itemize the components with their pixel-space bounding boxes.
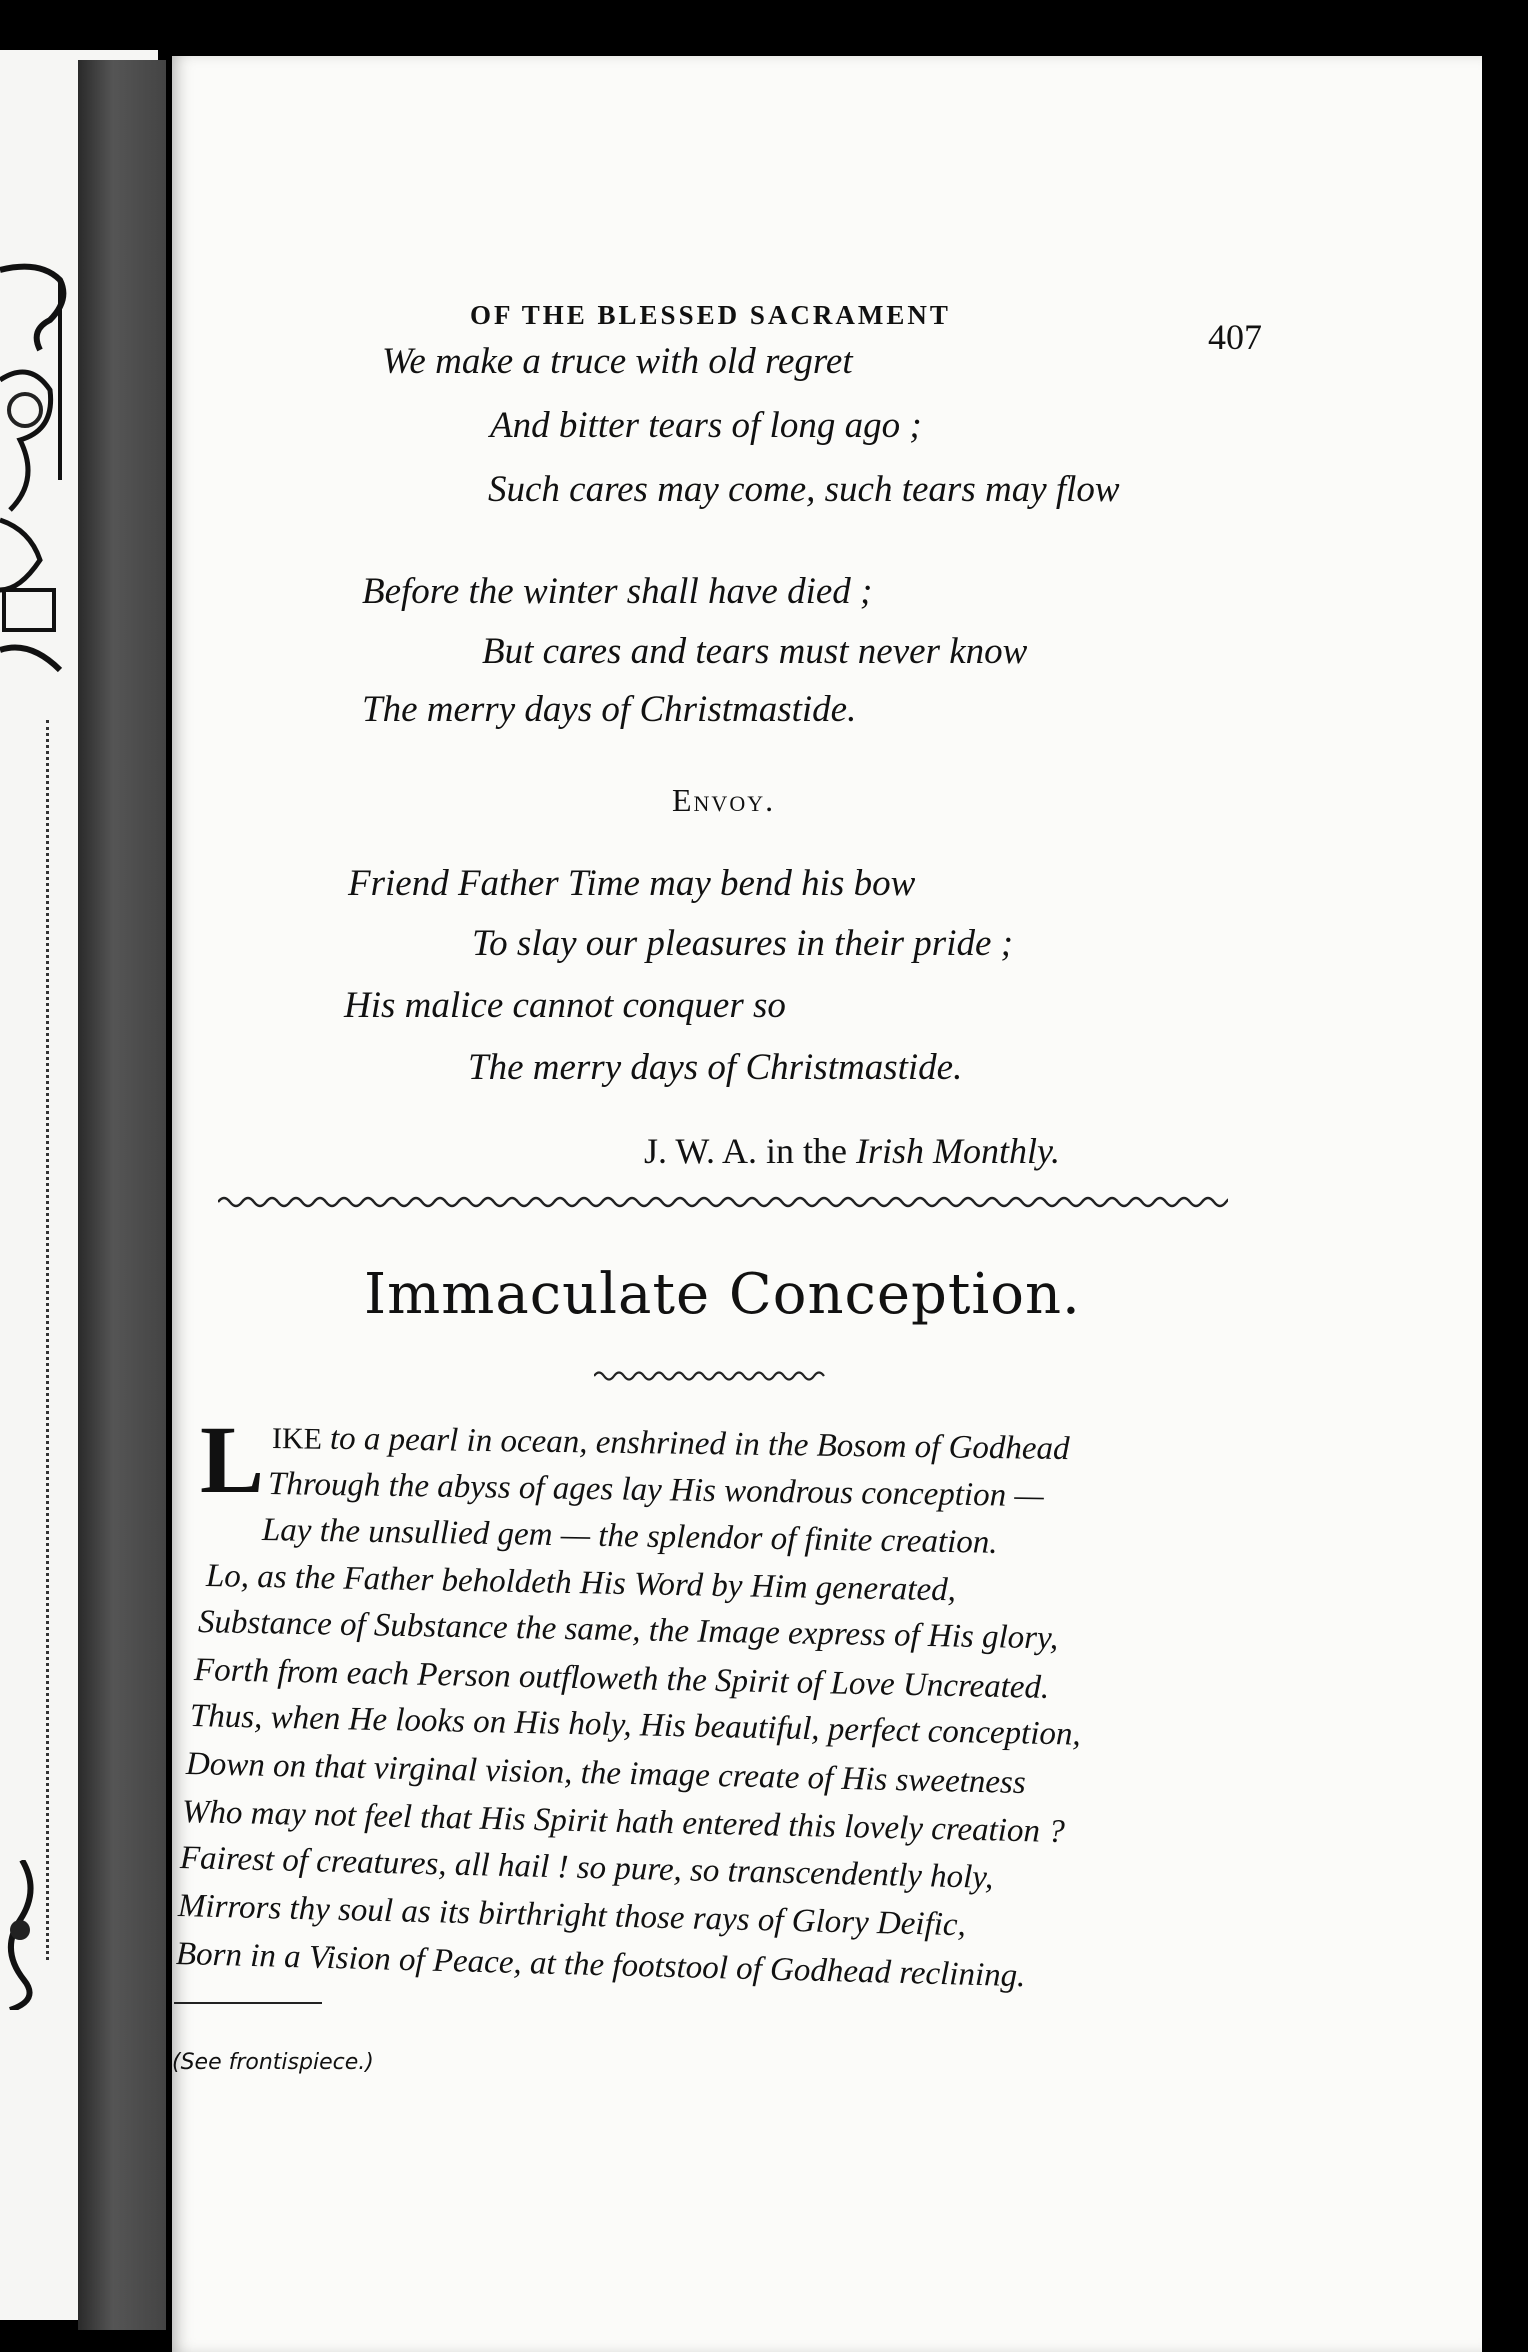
poem-line: Who may not feel that His Spirit hath entered this lovely creation ? [181, 1794, 1066, 1851]
book-gutter [78, 60, 166, 2330]
verse-line: The merry days of Christmastide. [468, 1047, 963, 1088]
envoy-heading: Envoy. [672, 782, 776, 818]
poem-line: Down on that virginal vision, the image create of His sweetness [185, 1746, 1027, 1802]
attribution-source: Irish Monthly. [856, 1131, 1061, 1171]
attribution-author: J. W. A. in the [644, 1131, 848, 1171]
verse-line: Friend Father Time may bend his bow [348, 863, 916, 904]
footnote-rule [174, 2002, 322, 2004]
poem-line: Born in a Vision of Peace, at the footstool of Godhead reclining. [175, 1936, 1026, 1995]
verse-line: We make a truce with old regret [382, 341, 853, 382]
running-head: OF THE BLESSED SACRAMENT [470, 300, 951, 330]
poem-line: Mirrors thy soul as its birthright those rays of Glory Deific, [177, 1888, 967, 1944]
dotted-border [46, 720, 61, 1960]
poem-line: Through the abyss of ages lay His wondrous conception — [267, 1466, 1044, 1515]
verse-line: To slay our pleasures in their pride ; [472, 923, 1013, 964]
page-number: 407 [1208, 317, 1262, 357]
wavy-divider [218, 1190, 1228, 1214]
poem-line: Forth from each Person outfloweth the Spirit of Love Uncreated. [193, 1652, 1050, 1706]
drop-cap: L [200, 1406, 265, 1513]
verse-line: Such cares may come, such tears may flow [488, 469, 1120, 510]
poem-title: Immaculate Conception. [364, 1262, 1081, 1327]
attribution [644, 1130, 1060, 1172]
first-line-caps: IKE [271, 1422, 323, 1456]
verse-line: The merry days of Christmastide. [362, 689, 857, 730]
verse-line: But cares and tears must never know [482, 631, 1028, 672]
poem-line: Thus, when He looks on His holy, His beautiful, perfect conception, [189, 1698, 1082, 1753]
poem-line: Substance of Substance the same, the Image express of His glory, [197, 1604, 1059, 1657]
floral-ornament-bottom-icon [0, 1860, 44, 2010]
poem-line: Lo, as the Father beholdeth His Word by Him generated, [205, 1558, 957, 1609]
first-line-rest: to a pearl in ocean, enshrined in the Bosom of Godhead [329, 1420, 1070, 1468]
footnote: (See frontispiece.) [172, 2050, 374, 2075]
poem-line: Lay the unsullied gem — the splendor of finite creation. [261, 1512, 998, 1561]
floral-ornament-icon [0, 260, 70, 690]
verse-line: And bitter tears of long ago ; [490, 405, 922, 446]
verse-line: His malice cannot conquer so [344, 985, 786, 1026]
verse-line: Before the winter shall have died ; [362, 571, 873, 612]
wavy-title-underline [594, 1366, 830, 1386]
poem-line: Fairest of creatures, all hail ! so pure, so transcendently holy, [179, 1840, 994, 1896]
